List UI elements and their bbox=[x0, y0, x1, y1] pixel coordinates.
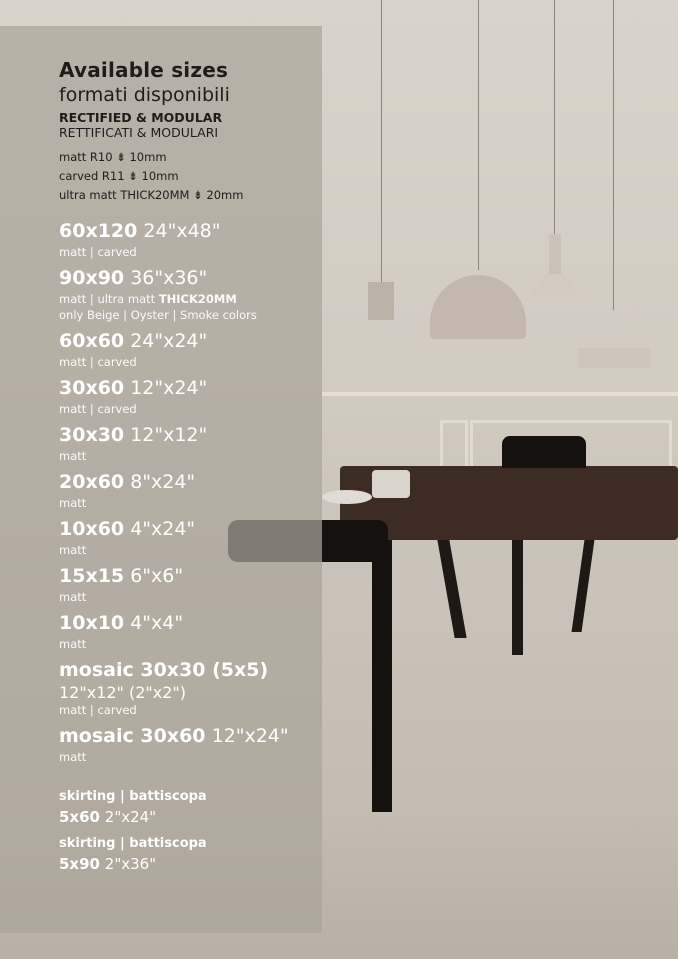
size-inch: 4"x24" bbox=[130, 518, 196, 540]
plate bbox=[322, 490, 372, 504]
size-entry bbox=[59, 376, 314, 417]
skirting-metric: 5x60 bbox=[59, 808, 100, 826]
pendant-lamp bbox=[549, 234, 561, 274]
size-metric: 10x60 bbox=[59, 518, 125, 540]
size-inch: 36"x36" bbox=[130, 267, 208, 289]
size-inch: 12"x24" bbox=[130, 377, 208, 399]
size-finish: matt | ultra matt bbox=[59, 292, 156, 306]
size-inch: 4"x4" bbox=[130, 612, 184, 634]
chair-rail bbox=[322, 392, 678, 396]
pendant-lamp bbox=[528, 270, 582, 298]
skirting-entry bbox=[59, 787, 314, 828]
heading-english: Available sizes bbox=[59, 58, 229, 82]
skirting-inch: 2"x24" bbox=[104, 808, 157, 826]
size-finish: matt bbox=[59, 637, 87, 651]
size-entry bbox=[59, 266, 314, 323]
rectified-label-english: RECTIFIED & MODULAR bbox=[59, 110, 223, 125]
size-finish: matt | carved bbox=[59, 245, 137, 259]
skirting-metric: 5x90 bbox=[59, 855, 100, 873]
size-finish: matt bbox=[59, 496, 87, 510]
size-inch: 12"x12" (2"x2") bbox=[59, 683, 187, 702]
rectified-label-italian: RETTIFICATI & MODULARI bbox=[59, 125, 219, 140]
size-inch: 24"x24" bbox=[130, 330, 208, 352]
size-entry bbox=[59, 724, 314, 765]
size-entry bbox=[59, 517, 314, 558]
size-metric: 90x90 bbox=[59, 267, 125, 289]
skirting-inch: 2"x36" bbox=[104, 855, 157, 873]
size-note: only Beige | Oyster | Smoke colors bbox=[59, 308, 257, 322]
spec-ultra-matt: ultra matt THICK20MM ⇟ 20mm bbox=[59, 188, 244, 202]
size-entry bbox=[59, 658, 314, 718]
size-metric: mosaic 30x30 (5x5) bbox=[59, 659, 269, 681]
skirting-label: skirting | battiscopa bbox=[59, 836, 207, 851]
size-finish: matt bbox=[59, 590, 87, 604]
size-entry bbox=[59, 423, 314, 464]
size-metric: 30x60 bbox=[59, 377, 125, 399]
chair bbox=[502, 436, 586, 468]
pendant-lamp bbox=[368, 282, 394, 320]
size-metric: mosaic 30x60 bbox=[59, 725, 206, 747]
chair bbox=[372, 540, 392, 812]
pendant-cord bbox=[613, 0, 614, 310]
size-finish-bold: THICK20MM bbox=[158, 292, 237, 306]
pendant-lamp bbox=[578, 348, 650, 368]
table-leg bbox=[512, 540, 523, 655]
size-metric: 20x60 bbox=[59, 471, 125, 493]
size-inch: 24"x48" bbox=[143, 220, 221, 242]
size-finish: matt | carved bbox=[59, 355, 137, 369]
size-entry bbox=[59, 564, 314, 605]
size-finish: matt | carved bbox=[59, 703, 137, 717]
size-entry bbox=[59, 219, 314, 260]
size-metric: 10x10 bbox=[59, 612, 125, 634]
finish-specs bbox=[59, 148, 314, 205]
spec-matt: matt R10 ⇟ 10mm bbox=[59, 150, 167, 164]
pendant-lamp bbox=[430, 275, 526, 339]
size-entry bbox=[59, 470, 314, 511]
skirting-label: skirting | battiscopa bbox=[59, 789, 207, 804]
size-metric: 60x120 bbox=[59, 220, 138, 242]
mug bbox=[372, 470, 410, 498]
size-inch: 12"x12" bbox=[130, 424, 208, 446]
size-inch: 6"x6" bbox=[130, 565, 184, 587]
pendant-cord bbox=[478, 0, 479, 270]
heading-italian: formati disponibili bbox=[59, 84, 230, 106]
pendant-cord bbox=[554, 0, 555, 234]
sizes-content bbox=[59, 58, 314, 875]
pendant-cord bbox=[381, 0, 382, 282]
size-finish: matt bbox=[59, 543, 87, 557]
size-metric: 30x30 bbox=[59, 424, 125, 446]
size-entry bbox=[59, 329, 314, 370]
spec-carved: carved R11 ⇟ 10mm bbox=[59, 169, 179, 183]
size-finish: matt | carved bbox=[59, 402, 137, 416]
size-finish: matt bbox=[59, 750, 87, 764]
size-entry bbox=[59, 611, 314, 652]
size-inch: 8"x24" bbox=[130, 471, 196, 493]
size-metric: 60x60 bbox=[59, 330, 125, 352]
size-finish: matt bbox=[59, 449, 87, 463]
skirting-entry bbox=[59, 834, 314, 875]
size-inch: 12"x24" bbox=[211, 725, 289, 747]
size-metric: 15x15 bbox=[59, 565, 125, 587]
